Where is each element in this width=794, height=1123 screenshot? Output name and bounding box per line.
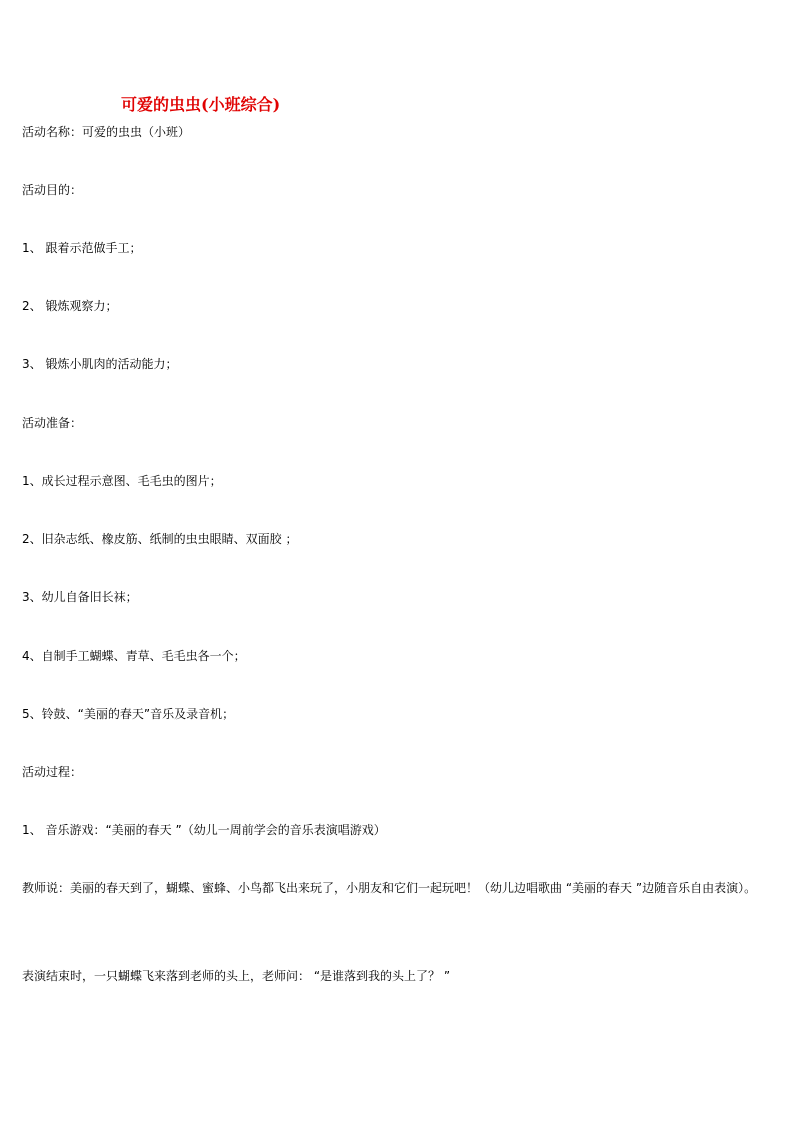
document-title: 可爱的虫虫(小班综合): [121, 95, 281, 114]
performance-paragraph: 表演结束时，一只蝴蝶飞来落到老师的头上，老师问： “是谁落到我的头上了？ ”: [22, 969, 451, 983]
prep-item: 2、旧杂志纸、橡皮筋、纸制的虫虫眼睛、双面胶 ；: [22, 532, 298, 546]
process-heading: 活动过程：: [22, 765, 83, 779]
goals-heading: 活动目的：: [22, 183, 83, 197]
prep-item: 3、幼儿自备旧长袜；: [22, 590, 138, 604]
teacher-paragraph: 教师说：美丽的春天到了，蝴蝶、蜜蜂、小鸟都飞出来玩了，小朋友和它们一起玩吧！（幼儿边唱歌曲 “美丽的春天 ”边随音乐自由表演）。: [22, 881, 757, 895]
prep-item: 1、成长过程示意图、毛毛虫的图片；: [22, 474, 222, 488]
prep-heading: 活动准备：: [22, 416, 83, 430]
prep-item: 5、铃鼓、“美丽的春天”音乐及录音机；: [22, 707, 235, 721]
goal-item: 1、 跟着示范做手工；: [22, 241, 142, 255]
goal-item: 2、 锻炼观察力；: [22, 299, 118, 313]
activity-name: 活动名称：可爱的虫虫（小班）: [22, 125, 191, 139]
prep-item: 4、自制手工蝴蝶、青草、毛毛虫各一个；: [22, 649, 246, 663]
process-step: 1、 音乐游戏：“美丽的春天 ”（幼儿一周前学会的音乐表演唱游戏）: [22, 823, 386, 837]
goal-item: 3、 锻炼小肌肉的活动能力；: [22, 357, 178, 371]
